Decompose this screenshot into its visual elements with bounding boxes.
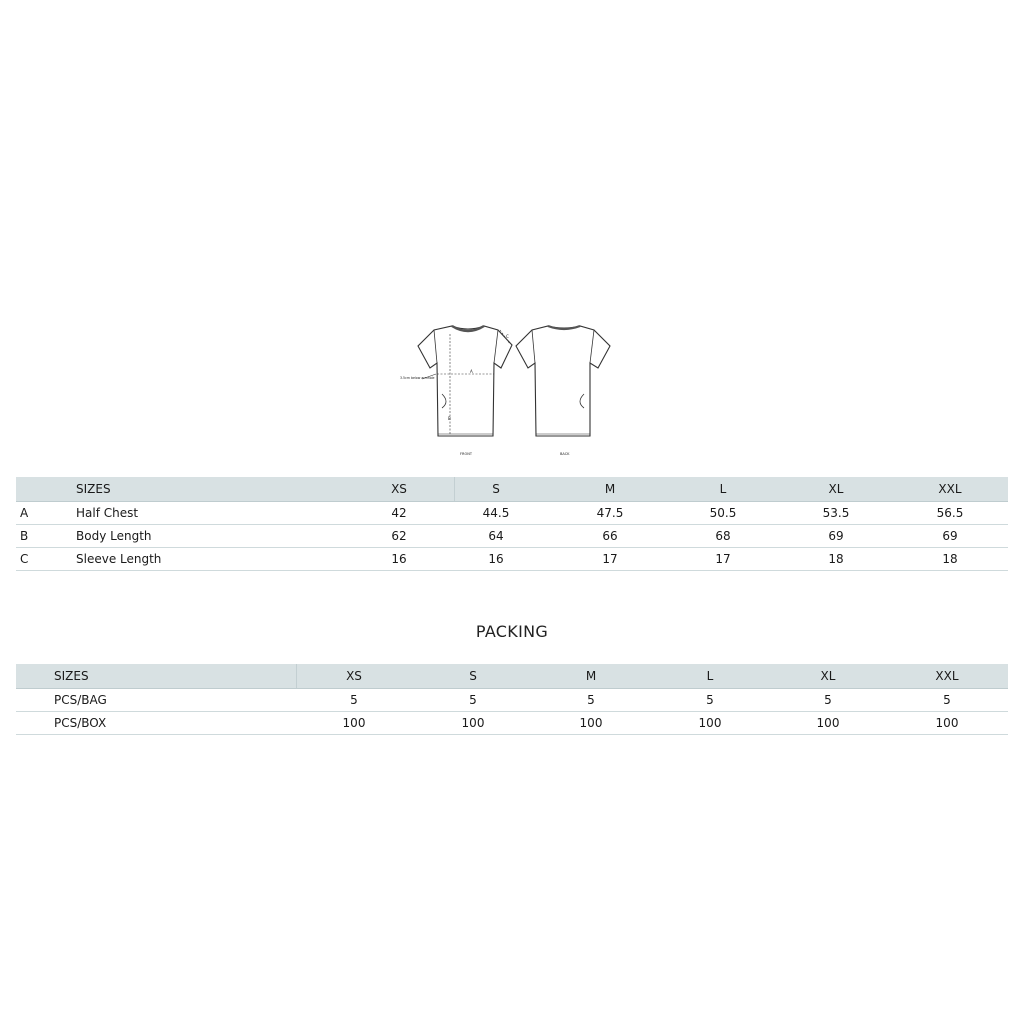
measure-letter: A (20, 506, 29, 520)
back-label: BACK (560, 452, 570, 456)
front-label: FRONT (460, 452, 472, 456)
packing-table (16, 664, 1008, 735)
table-cell: 16 (391, 552, 407, 566)
row-label: Body Length (76, 529, 152, 543)
table-cell: 5 (943, 693, 951, 707)
size-column-header: XS (346, 669, 362, 683)
size-column-header: M (604, 482, 616, 496)
table-row (16, 502, 1008, 525)
table-cell: 5 (824, 693, 832, 707)
size-column-header: M (585, 669, 597, 683)
table-cell: 5 (350, 693, 358, 707)
table-cell: 69 (942, 529, 958, 543)
table-cell: 66 (602, 529, 618, 543)
row-label: Half Chest (76, 506, 139, 520)
table-cell: 44.5 (482, 506, 510, 520)
table-cell: 17 (602, 552, 618, 566)
packing-header-row (16, 664, 1008, 689)
packing-sizes-header: SIZES (54, 669, 89, 683)
table-cell: 69 (828, 529, 844, 543)
size-column-header: S (469, 669, 477, 683)
marker-b: B (448, 416, 451, 421)
sizes-header: SIZES (76, 482, 111, 496)
table-cell: 64 (488, 529, 504, 543)
size-column-header: XXL (935, 669, 959, 683)
table-cell: 16 (488, 552, 504, 566)
armhole-callout: 3.5cm below armhole (400, 376, 435, 380)
front-tshirt-drawing (418, 326, 512, 436)
size-column-header: XL (820, 669, 836, 683)
packing-title: PACKING (475, 622, 549, 641)
table-cell: 100 (579, 716, 603, 730)
table-cell: 100 (816, 716, 840, 730)
table-cell: 47.5 (596, 506, 624, 520)
tshirt-sketch (398, 318, 628, 460)
measure-letter: C (20, 552, 29, 566)
header-divider (454, 477, 455, 501)
header-divider (296, 664, 297, 688)
table-cell: 5 (469, 693, 477, 707)
table-cell: 50.5 (709, 506, 737, 520)
marker-a: A (470, 369, 473, 374)
size-column-header: XL (828, 482, 844, 496)
table-cell: 62 (391, 529, 407, 543)
measure-letter: B (20, 529, 29, 543)
size-column-header: L (706, 669, 714, 683)
size-chart-header-row (16, 477, 1008, 502)
table-cell: 5 (587, 693, 595, 707)
table-cell: 53.5 (822, 506, 850, 520)
table-cell: 56.5 (936, 506, 964, 520)
size-chart-table (16, 477, 1008, 571)
back-tshirt-drawing (516, 326, 610, 436)
row-label: Sleeve Length (76, 552, 162, 566)
table-row (16, 548, 1008, 571)
table-cell: 5 (706, 693, 714, 707)
table-cell: 100 (461, 716, 485, 730)
table-cell: 18 (828, 552, 844, 566)
table-cell: 68 (715, 529, 731, 543)
size-column-header: XXL (938, 482, 962, 496)
row-label: PCS/BAG (54, 693, 107, 707)
row-label: PCS/BOX (54, 716, 107, 730)
table-cell: 100 (935, 716, 959, 730)
table-row (16, 525, 1008, 548)
table-cell: 100 (342, 716, 366, 730)
size-column-header: S (492, 482, 500, 496)
size-column-header: XS (391, 482, 407, 496)
marker-c: C (506, 334, 509, 339)
table-cell: 100 (698, 716, 722, 730)
table-cell: 18 (942, 552, 958, 566)
table-row (16, 712, 1008, 735)
table-cell: 17 (715, 552, 731, 566)
table-cell: 42 (391, 506, 407, 520)
table-row (16, 689, 1008, 712)
size-column-header: L (719, 482, 727, 496)
